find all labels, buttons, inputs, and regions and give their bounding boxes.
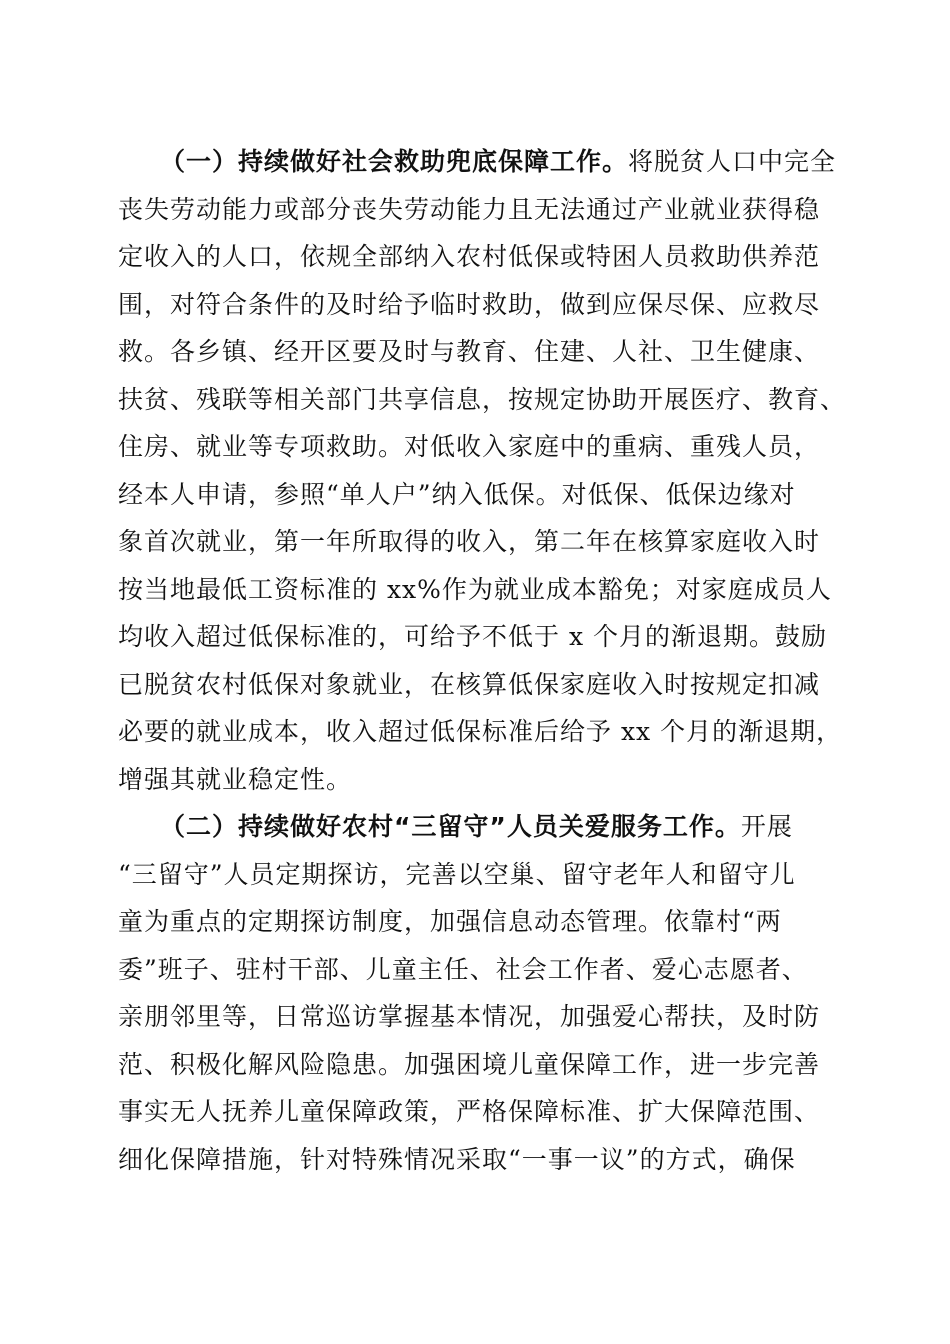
paragraph-2-line-5: 亲朋邻里等，日常巡访掌握基本情况，加强爱心帮扶，及时防	[118, 1002, 821, 1031]
paragraph-1-line-10: 按当地最低工资标准的 xx%作为就业成本豁免；对家庭成员人	[118, 575, 832, 604]
paragraph-2-line-7: 事实无人抚养儿童保障政策，严格保障标准、扩大保障范围、	[118, 1097, 821, 1126]
paragraph-1-line-11: 均收入超过低保标准的，可给予不低于 x 个月的渐退期。鼓励	[118, 622, 827, 651]
paragraph-1-line-1	[160, 142, 850, 182]
paragraph-1-line-13: 必要的就业成本，收入超过低保标准后给予 xx 个月的渐退期，	[118, 717, 843, 746]
section-1-text: 将脱贫人口中完全	[628, 147, 837, 176]
paragraph-1-line-2: 丧失劳动能力或部分丧失劳动能力且无法通过产业就业获得稳	[118, 195, 821, 224]
paragraph-2-line-4: 委”班子、驻村干部、儿童主任、社会工作者、爱心志愿者、	[118, 955, 808, 984]
paragraph-2-line-1	[160, 807, 850, 847]
paragraph-2-line-3: 童为重点的定期探访制度，加强信息动态管理。依靠村“两	[118, 907, 782, 936]
section-2-heading: （二）持续做好农村“三留守”人员关爱服务工作。	[160, 812, 741, 841]
paragraph-1-line-8: 经本人申请，参照“单人户”纳入低保。对低保、低保边缘对	[118, 480, 796, 509]
paragraph-2-line-8: 细化保障措施，针对特殊情况采取“一事一议”的方式，确保	[118, 1145, 796, 1174]
paragraph-1-line-4: 围，对符合条件的及时给予临时救助，做到应保尽保、应救尽	[118, 290, 821, 319]
paragraph-1-line-7: 住房、就业等专项救助。对低收入家庭中的重病、重残人员，	[118, 432, 821, 461]
section-1-heading: （一）持续做好社会救助兜底保障工作。	[160, 147, 629, 176]
paragraph-1-line-9: 象首次就业，第一年所取得的收入，第二年在核算家庭收入时	[118, 527, 821, 556]
paragraph-2-line-2: “三留守”人员定期探访，完善以空巢、留守老年人和留守儿	[118, 860, 796, 889]
paragraph-1-line-6: 扶贫、残联等相关部门共享信息，按规定协助开展医疗、教育、	[118, 385, 847, 414]
section-2-text: 开展	[740, 812, 793, 841]
paragraph-1-line-12: 已脱贫农村低保对象就业，在核算低保家庭收入时按规定扣减	[118, 670, 821, 699]
paragraph-1-line-3: 定收入的人口，依规全部纳入农村低保或特困人员救助供养范	[118, 242, 821, 271]
paragraph-1-line-14: 增强其就业稳定性。	[118, 765, 353, 794]
paragraph-1-line-5: 救。各乡镇、经开区要及时与教育、住建、人社、卫生健康、	[118, 337, 821, 366]
paragraph-2-line-6: 范、积极化解风险隐患。加强困境儿童保障工作，进一步完善	[118, 1050, 821, 1079]
